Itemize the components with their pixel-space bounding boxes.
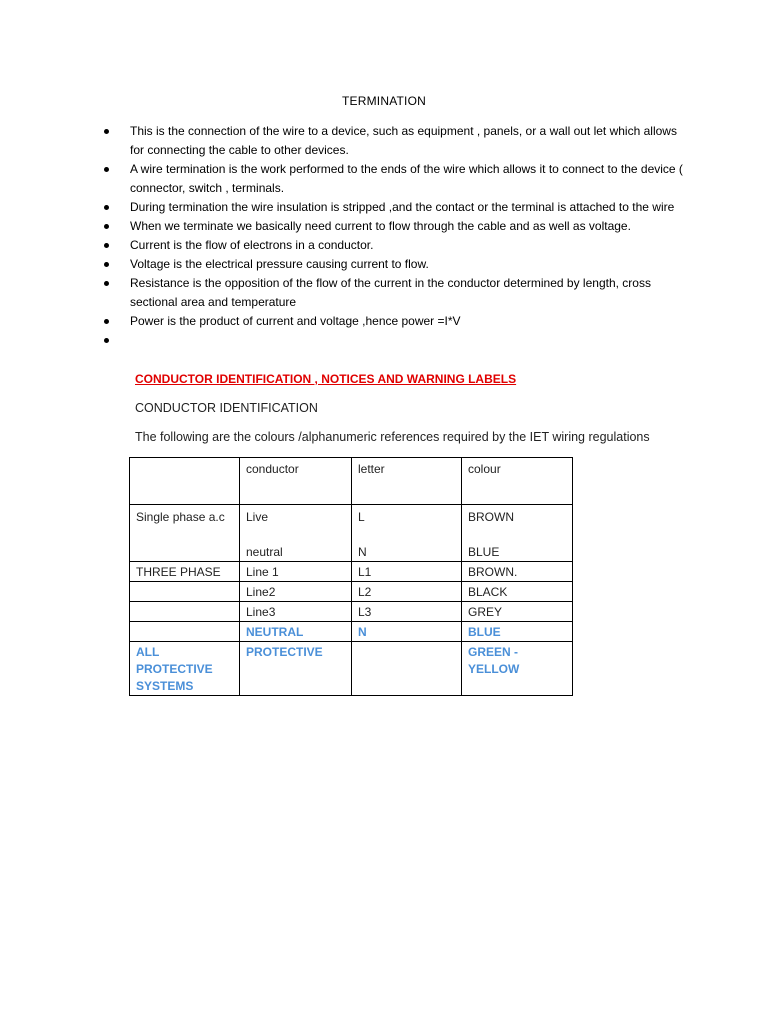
bullet-icon <box>104 338 109 343</box>
table-row <box>130 602 573 622</box>
bullet-icon <box>104 167 109 172</box>
table-cell: L2 <box>352 582 462 602</box>
bullet-list <box>104 122 684 350</box>
table-row <box>130 642 573 696</box>
table-cell: PROTECTIVE <box>240 642 352 696</box>
bullet-icon <box>104 319 109 324</box>
table-row <box>130 505 573 543</box>
table-cell: L <box>352 505 462 543</box>
table-header-row <box>130 458 573 505</box>
list-item-empty <box>104 331 684 350</box>
bullet-icon <box>104 129 109 134</box>
intro-paragraph: The following are the colours /alphanumeric references required by the IET wiring regulations <box>135 430 650 444</box>
subheading: CONDUCTOR IDENTIFICATION <box>135 401 318 415</box>
table-cell: THREE PHASE <box>130 562 240 582</box>
table-header-cell: colour <box>462 458 573 505</box>
table-header-cell: conductor <box>240 458 352 505</box>
table-cell: N <box>352 622 462 642</box>
list-item-text: During termination the wire insulation is stripped ,and the contact or the terminal is attached to the wire <box>130 200 675 214</box>
table-cell: NEUTRAL <box>240 622 352 642</box>
table-cell <box>130 622 240 642</box>
bullet-icon <box>104 281 109 286</box>
list-item-text: Current is the flow of electrons in a conductor. <box>130 238 374 252</box>
table-cell: BLACK <box>462 582 573 602</box>
list-item <box>104 217 684 236</box>
list-item <box>104 255 684 274</box>
list-item-text: Resistance is the opposition of the flow of the current in the conductor determined by length, cross sectional area and temperature <box>130 276 651 309</box>
list-item <box>104 198 684 217</box>
bullet-icon <box>104 205 109 210</box>
table-cell: GREY <box>462 602 573 622</box>
list-item <box>104 236 684 255</box>
table-cell: BROWN. <box>462 562 573 582</box>
table-row <box>130 622 573 642</box>
table-cell: Line2 <box>240 582 352 602</box>
table-cell: Line3 <box>240 602 352 622</box>
table-cell: L3 <box>352 602 462 622</box>
table-cell: neutral <box>240 542 352 562</box>
page-title: TERMINATION <box>342 94 426 108</box>
list-item-text: When we terminate we basically need current to flow through the cable and as well as voltage. <box>130 219 631 233</box>
table-cell: BLUE <box>462 542 573 562</box>
table-cell: ALL PROTECTIVE SYSTEMS <box>130 642 240 696</box>
table-row <box>130 582 573 602</box>
table-cell: Single phase a.c <box>130 505 240 562</box>
table-cell: Live <box>240 505 352 543</box>
list-item-text: Power is the product of current and voltage ,hence power =I*V <box>130 314 461 328</box>
bullet-icon <box>104 243 109 248</box>
table-row <box>130 562 573 582</box>
list-item <box>104 160 684 198</box>
table-cell: L1 <box>352 562 462 582</box>
conductor-table <box>129 457 573 696</box>
table-cell: BLUE <box>462 622 573 642</box>
list-item-text: Voltage is the electrical pressure causing current to flow. <box>130 257 429 271</box>
table-cell: GREEN -YELLOW <box>462 642 573 696</box>
list-item-text: This is the connection of the wire to a device, such as equipment , panels, or a wall out let which allows for connecting the cable to other devices. <box>130 124 677 157</box>
table-cell: Line 1 <box>240 562 352 582</box>
table-cell: BROWN <box>462 505 573 543</box>
section-heading: CONDUCTOR IDENTIFICATION , NOTICES AND WARNING LABELS <box>135 372 517 386</box>
list-item <box>104 312 684 331</box>
list-item-text: A wire termination is the work performed to the ends of the wire which allows it to connect to the device ( connector, switch , terminals. <box>130 162 683 195</box>
table-cell <box>130 582 240 602</box>
table-cell <box>130 602 240 622</box>
table-header-cell: letter <box>352 458 462 505</box>
list-item <box>104 122 684 160</box>
list-item <box>104 274 684 312</box>
table-cell: N <box>352 542 462 562</box>
table-header-cell <box>130 458 240 505</box>
bullet-icon <box>104 262 109 267</box>
table-cell <box>352 642 462 696</box>
bullet-icon <box>104 224 109 229</box>
